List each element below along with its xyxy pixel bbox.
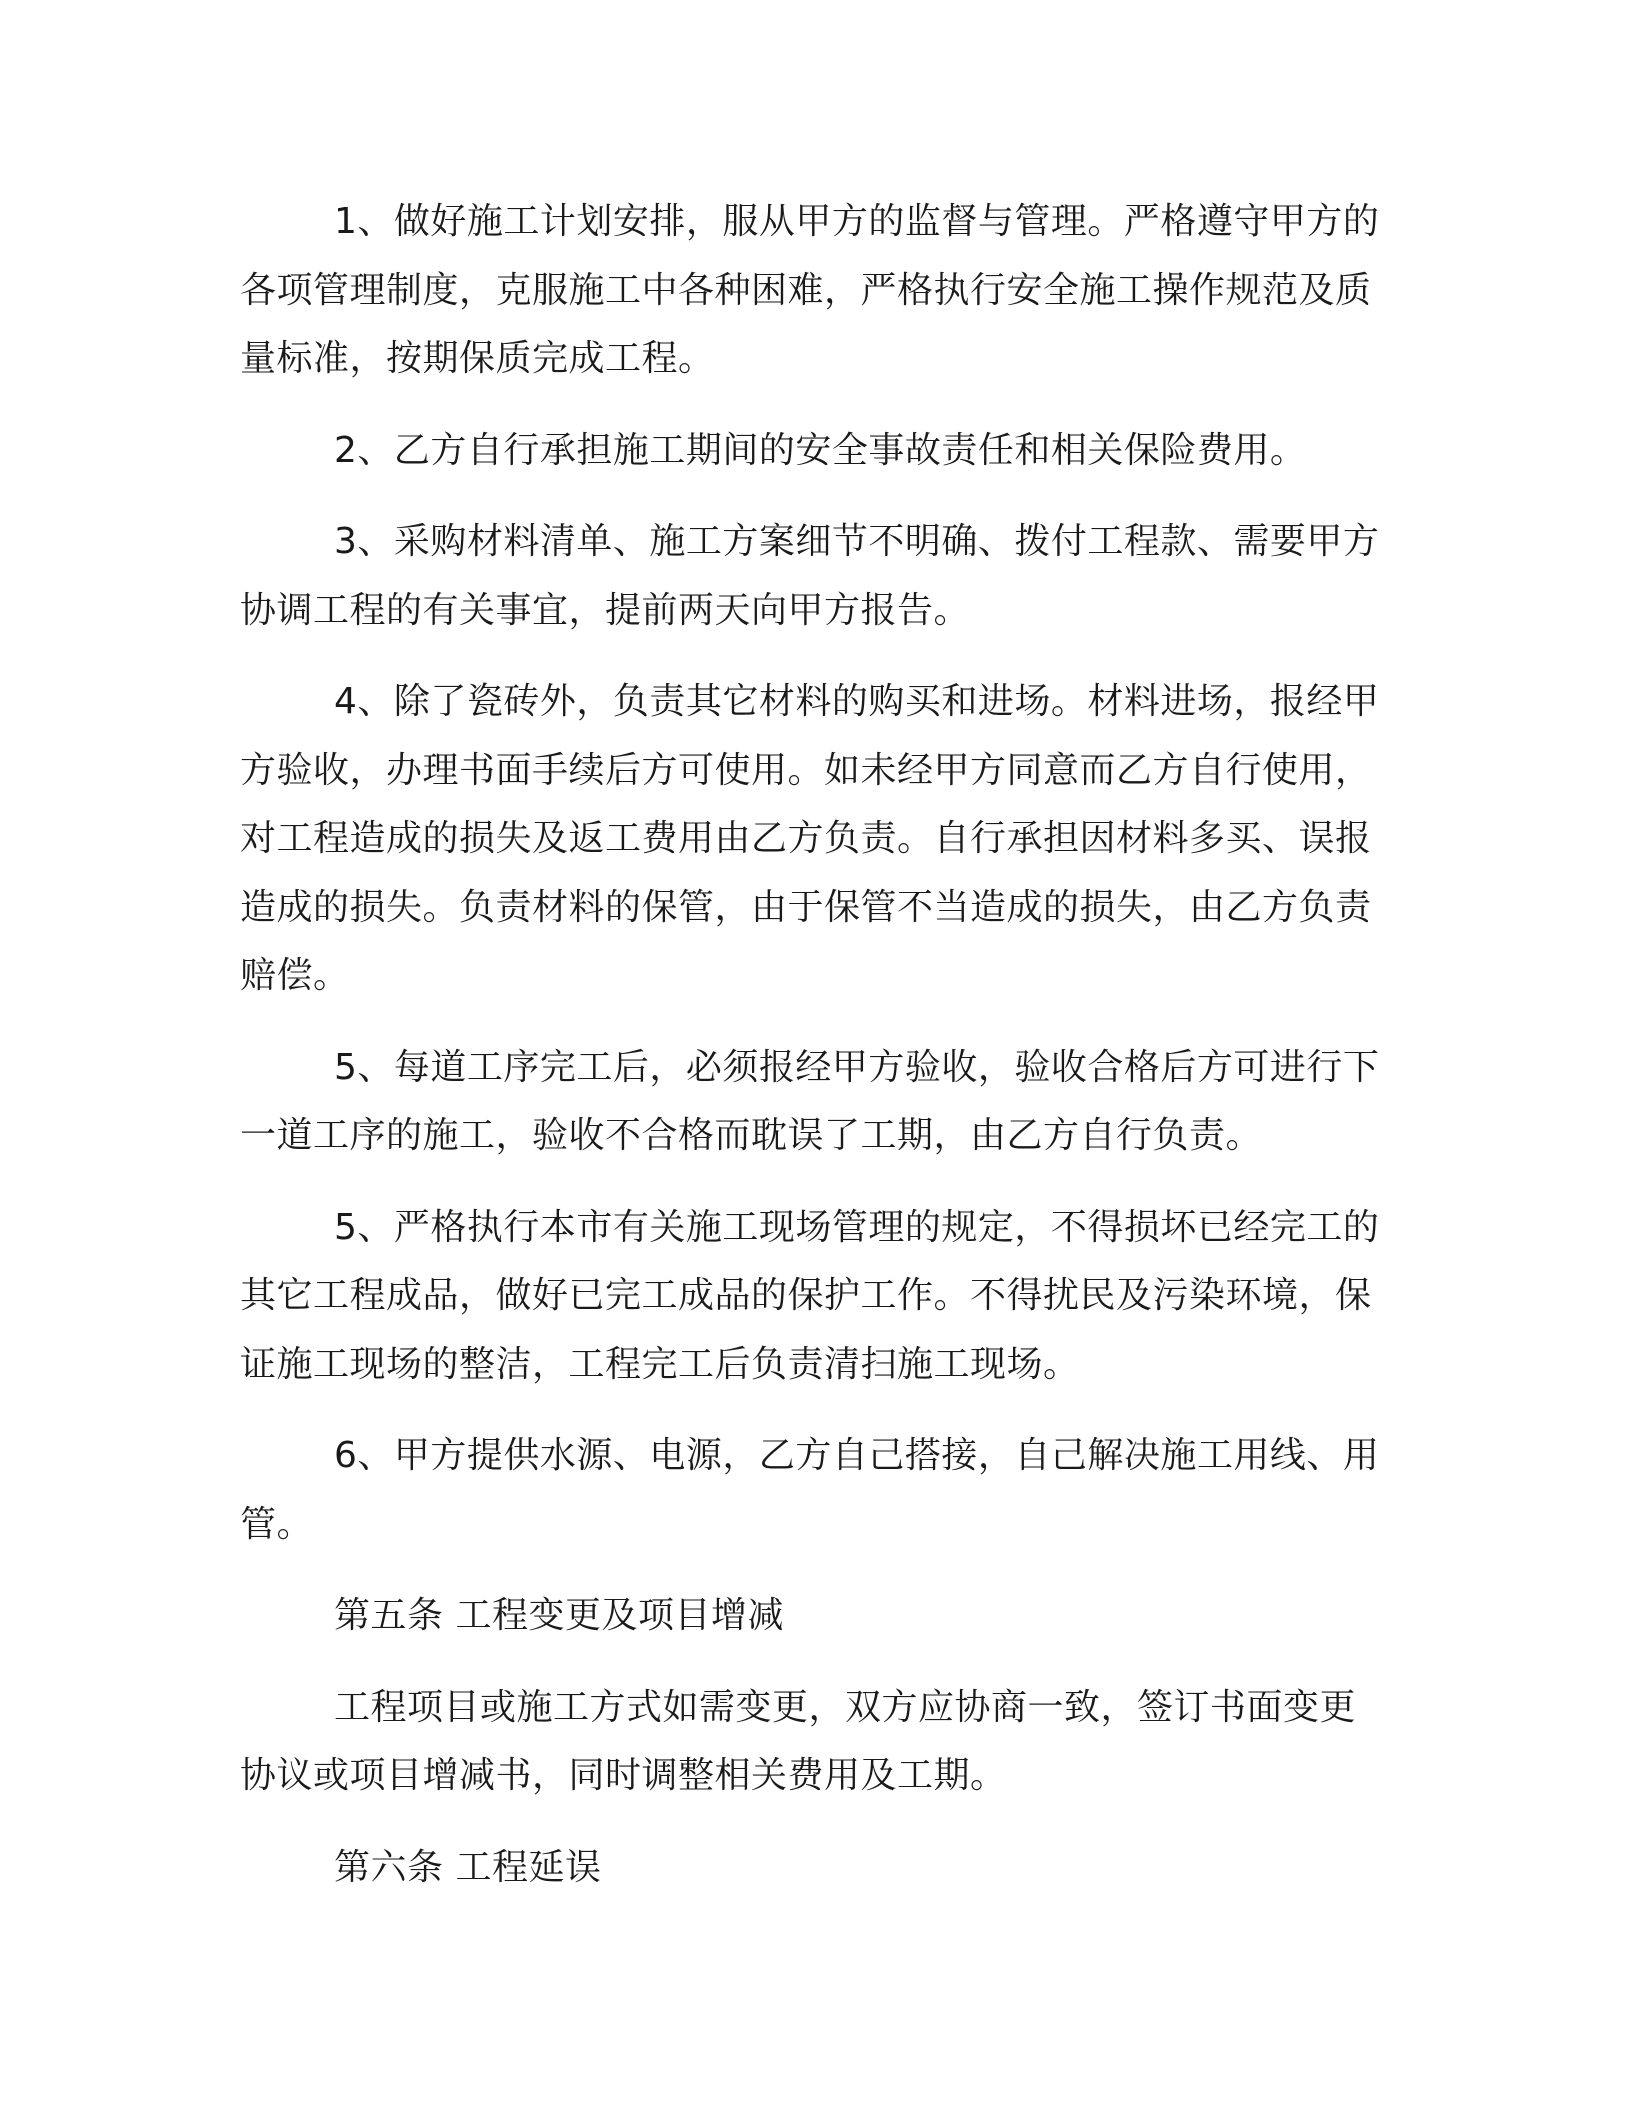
clause-item-4: 4、除了瓷砖外，负责其它材料的购买和进场。材料进场，报经甲方验收，办理书面手续后方可使用。如未经甲方同意而乙方自行使用，对工程造成的损失及返工费用由乙方负责。自行承担因材料多买、误报造成的损失。负责材料的保管，由于保管不当造成的损失，由乙方负责赔偿。 bbox=[240, 681, 1380, 996]
section-5-title: 第五条 工程变更及项目增减 bbox=[334, 1595, 784, 1636]
document-page bbox=[240, 188, 1392, 1925]
clause-item-5a: 5、每道工序完工后，必须报经甲方验收，验收合格后方可进行下一道工序的施工，验收不合格而耽误了工期，由乙方自行负责。 bbox=[240, 1046, 1380, 1156]
clause-item-3: 3、采购材料清单、施工方案细节不明确、拨付工程款、需要甲方协调工程的有关事宜，提前两天向甲方报告。 bbox=[240, 521, 1380, 631]
clause-item-6: 6、甲方提供水源、电源，乙方自己搭接，自己解决施工用线、用管。 bbox=[240, 1435, 1380, 1545]
clause-item-2: 2、乙方自行承担施工期间的安全事故责任和相关保险费用。 bbox=[334, 429, 1307, 471]
section-6-title: 第六条 工程延误 bbox=[334, 1846, 602, 1888]
clause-item-1: 1、做好施工计划安排，服从甲方的监督与管理。严格遵守甲方的各项管理制度，克服施工中各种困难，严格执行安全施工操作规范及质量标准，按期保质完成工程。 bbox=[240, 201, 1380, 379]
clause-item-5b: 5、严格执行本市有关施工现场管理的规定，不得损坏已经完工的其它工程成品，做好已完工成品的保护工作。不得扰民及污染环境，保证施工现场的整洁，工程完工后负责清扫施工现场。 bbox=[240, 1206, 1380, 1385]
section-5-body: 工程项目或施工方式如需变更，双方应协商一致，签订书面变更协议或项目增减书，同时调整相关费用及工期。 bbox=[240, 1686, 1357, 1796]
